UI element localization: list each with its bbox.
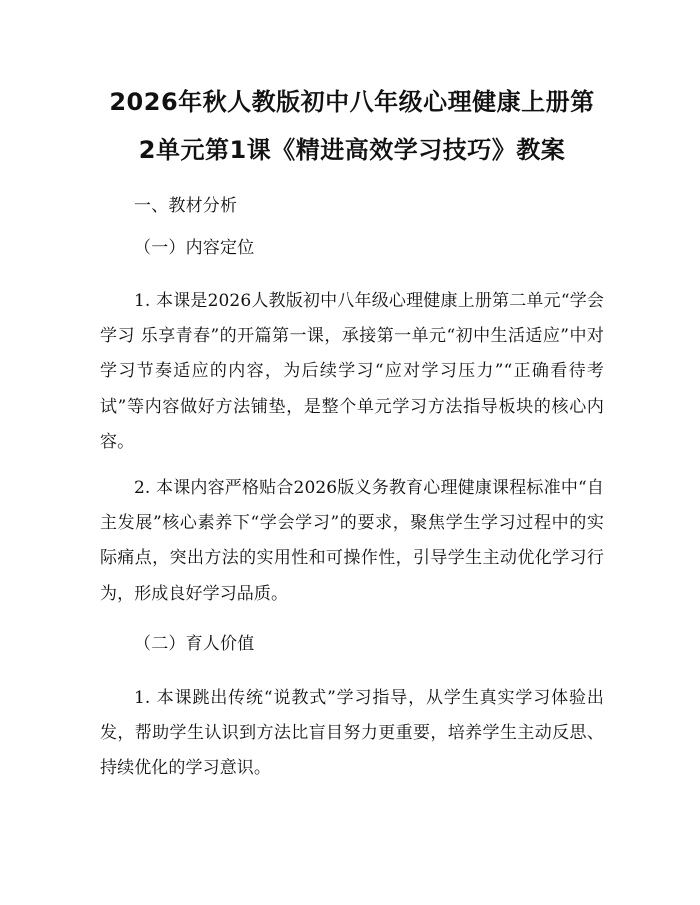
paragraph-content-positioning-2: 2. 本课内容严格贴合2026版义务教育心理健康课程标准中“自主发展”核心素养下“学会学习”的要求，聚焦学生学习过程中的实际痛点，突出方法的实用性和可操作性，引导学生主动优化学习行为，形成良好学习品质。 (100, 478, 604, 604)
document-title (100, 78, 604, 174)
title-line-2: 2单元第1课《精进高效学习技巧》教案 (138, 136, 566, 164)
paragraph-content-positioning-1: 1. 本课是2026人教版初中八年级心理健康上册第二单元“学会学习 乐享青春”的开篇第一课，承接第一单元“初中生活适应”中对学习节奏适应的内容，为后续学习“应对学习压力”“正确看待考试”等内容做好方法铺垫，是整个单元学习方法指导板块的核心内容。 (100, 291, 604, 452)
subsection-heading-content-positioning: （一）内容定位 (134, 238, 255, 258)
section-heading-teaching-analysis: 一、教材分析 (134, 196, 238, 216)
paragraph-educational-value-1: 1. 本课跳出传统“说教式”学习指导，从学生真实学习体验出发，帮助学生认识到方法比盲目努力更重要，培养学生主动反思、持续优化的学习意识。 (100, 687, 604, 779)
title-line-1: 2026年秋人教版初中八年级心理健康上册第 (109, 88, 595, 116)
subsection-heading-educational-value: （二）育人价值 (134, 633, 255, 654)
